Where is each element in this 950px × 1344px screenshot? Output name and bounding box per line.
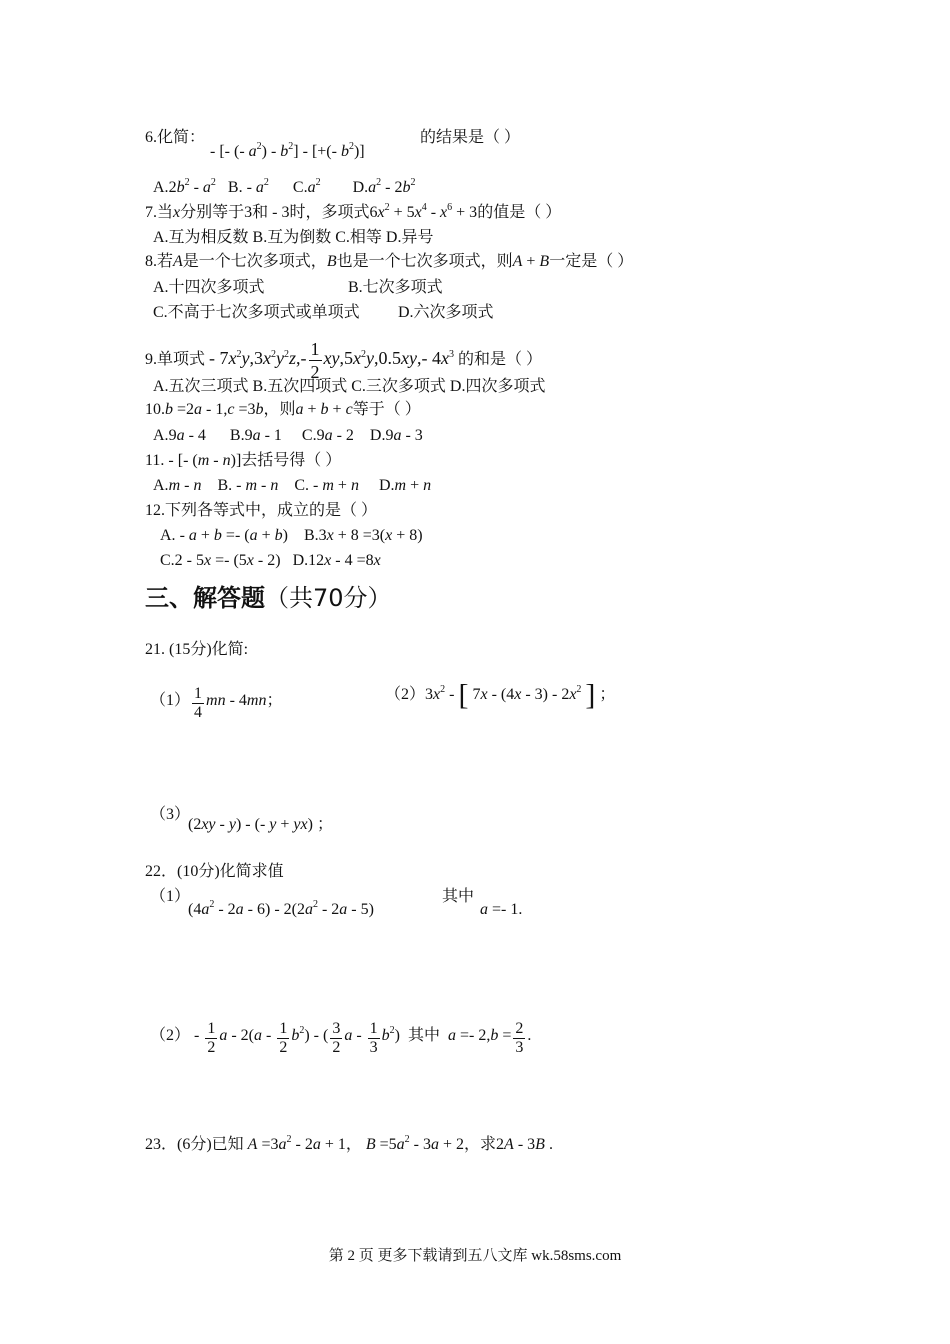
q22-part2: （2） - $\frac{1}{2}$ a - 2(a - $\frac{1}{2}$ $b^2$) - ( $\frac{3}{2}$ a - $\frac{1}{3}$ $b^2$) 其中 a =- 2,b = $\frac{2}{3}$ . bbox=[150, 1020, 532, 1056]
q22-part1-value: a =- 1. bbox=[480, 901, 523, 918]
q9-options: A.五次三项式 B.五次四项式 C.三次多项式 D.四次多项式 bbox=[153, 378, 546, 395]
q12-options-cd: C.2 - 5x =- (5x - 2) D.12x - 4 =8x bbox=[160, 552, 381, 569]
q8-option-b: B.七次多项式 bbox=[348, 279, 443, 296]
q23-stem: 23．(6分)已知 $A =3a^2 - 2a + 1$， $B =5a^2 - 3a + 2$，求2A - 3B . bbox=[145, 1134, 553, 1153]
q22-part1-label: （1） bbox=[150, 888, 191, 905]
q12-stem: 12.下列各等式中，成立的是（ ） bbox=[145, 502, 378, 519]
q6-expression: - [- (- $a^2) - b^2$] - [+(- $b^2$)] bbox=[210, 141, 365, 160]
q22-title: 22．(10分)化简求值 bbox=[145, 863, 284, 880]
q21-part3: (2xy - y) - (- y + yx) ； bbox=[188, 816, 333, 833]
q8-option-c: C.不高于七次多项式或单项式 bbox=[153, 304, 360, 321]
q11-options: A.m - n B. - m - n C. - m + n D.m + n bbox=[153, 477, 432, 494]
q21-part3-label: （3） bbox=[150, 806, 191, 823]
q7-stem: 7.当x分别等于3和 - 3时，多项式$6x^2 + 5x^4 - x^6 + 3$的值是（ ） bbox=[145, 202, 562, 221]
q21-title: 21. (15分)化简: bbox=[145, 641, 249, 658]
q10-options: A.9a - 4 B.9a - 1 C.9a - 2 D.9a - 3 bbox=[153, 427, 423, 444]
page-footer: 第 2 页 更多下载请到五八文库 wk.58sms.com bbox=[328, 1248, 622, 1264]
section-heading: 三、解答题（共70分） bbox=[145, 584, 392, 612]
q8-option-a: A.十四次多项式 bbox=[153, 279, 265, 296]
q6-stem bbox=[145, 128, 205, 148]
q9-stem: 9.单项式 - $7x^2y,3x^2y^2z,-$ $\frac{1}{2}$ $xy,5x^2y,0.5xy,-$ $4x^3$ 的和是（ ） bbox=[145, 339, 543, 382]
q6-suffix: 的结果是（ ） bbox=[420, 129, 521, 146]
q12-options-ab: A. - a + b =- (a + b) B.3x + 8 =3(x + 8) bbox=[160, 527, 423, 544]
q7-options: A.互为相反数 B.互为倒数 C.相等 D.异号 bbox=[153, 229, 434, 246]
q21-part2: $(2)3x^2$ - [ $7x - (4x - 3) - 2x^2$ ] ； bbox=[385, 678, 616, 712]
q6-prefix: 6.化简： bbox=[145, 129, 206, 146]
q8-option-d: D.六次多项式 bbox=[398, 304, 494, 321]
q10-stem: 10.b =2a - 1,c =3b，则a + b + c等于（ ） bbox=[145, 401, 421, 418]
q11-stem: 11. - [- (m - n)]去括号得（ ） bbox=[145, 452, 342, 469]
q6-options: $A.2b^2 - a^2$ B. - $a^2$ $C.a^2$ $D.a^2 - 2b^2$ bbox=[153, 177, 416, 196]
q22-part1-where: 其中 bbox=[442, 888, 475, 905]
q21-part1: （1） $\frac{1}{4}$ mn - 4mn； bbox=[150, 685, 283, 721]
q8-stem: 8.若A是一个七次多项式，B也是一个七次多项式，则A + B一定是（ ） bbox=[145, 253, 634, 270]
q22-part1: $(4a^2 - 2a - 6) - 2(2a^2 - 2a - 5)$ bbox=[188, 899, 374, 918]
